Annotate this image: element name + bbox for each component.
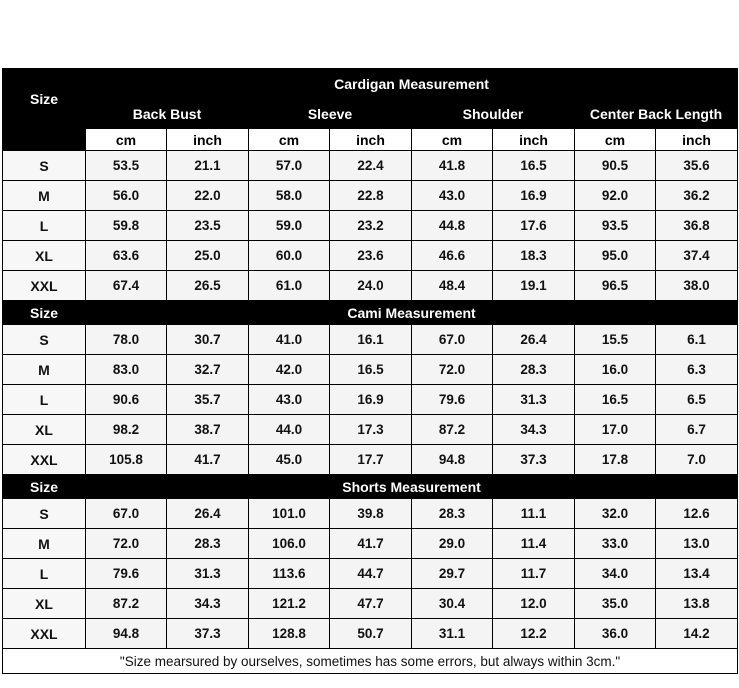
value-cell: 30.4 xyxy=(412,589,493,619)
value-cell: 35.6 xyxy=(656,151,738,181)
value-cell: 35.7 xyxy=(167,385,249,415)
value-cell: 83.0 xyxy=(86,355,167,385)
cardigan-title: Cardigan Measurement xyxy=(86,69,738,99)
value-cell: 31.1 xyxy=(412,619,493,649)
size-cell: S xyxy=(3,151,86,181)
cardigan-row xyxy=(3,151,738,181)
value-cell: 28.3 xyxy=(412,499,493,529)
value-cell: 60.0 xyxy=(249,241,330,271)
value-cell: 72.0 xyxy=(412,355,493,385)
cami-title-row xyxy=(3,301,738,325)
value-cell: 6.1 xyxy=(656,325,738,355)
cami-row xyxy=(3,355,738,385)
unit-row xyxy=(3,129,738,151)
group-header-row xyxy=(3,99,738,129)
value-cell: 46.6 xyxy=(412,241,493,271)
value-cell: 33.0 xyxy=(575,529,656,559)
unit-cell: cm xyxy=(86,129,167,151)
value-cell: 72.0 xyxy=(86,529,167,559)
value-cell: 35.0 xyxy=(575,589,656,619)
value-cell: 90.5 xyxy=(575,151,656,181)
size-cell: L xyxy=(3,211,86,241)
value-cell: 11.1 xyxy=(493,499,575,529)
value-cell: 44.7 xyxy=(330,559,412,589)
cami-title: Cami Measurement xyxy=(86,301,738,325)
value-cell: 6.5 xyxy=(656,385,738,415)
unit-cell: inch xyxy=(493,129,575,151)
value-cell: 58.0 xyxy=(249,181,330,211)
value-cell: 113.6 xyxy=(249,559,330,589)
size-cell: XXL xyxy=(3,271,86,301)
cardigan-row xyxy=(3,211,738,241)
value-cell: 6.3 xyxy=(656,355,738,385)
cami-row xyxy=(3,445,738,475)
value-cell: 34.3 xyxy=(167,589,249,619)
value-cell: 16.9 xyxy=(493,181,575,211)
value-cell: 16.5 xyxy=(330,355,412,385)
shorts-title-row xyxy=(3,475,738,499)
note-row xyxy=(3,649,738,674)
size-cell: M xyxy=(3,181,86,211)
shorts-row xyxy=(3,499,738,529)
value-cell: 44.8 xyxy=(412,211,493,241)
value-cell: 16.5 xyxy=(493,151,575,181)
cami-row xyxy=(3,385,738,415)
value-cell: 63.6 xyxy=(86,241,167,271)
value-cell: 16.9 xyxy=(330,385,412,415)
size-cell: XL xyxy=(3,415,86,445)
value-cell: 17.8 xyxy=(575,445,656,475)
value-cell: 18.3 xyxy=(493,241,575,271)
value-cell: 17.3 xyxy=(330,415,412,445)
value-cell: 105.8 xyxy=(86,445,167,475)
size-cell: XXL xyxy=(3,619,86,649)
value-cell: 29.0 xyxy=(412,529,493,559)
value-cell: 59.0 xyxy=(249,211,330,241)
value-cell: 67.0 xyxy=(412,325,493,355)
value-cell: 12.2 xyxy=(493,619,575,649)
unit-cell: inch xyxy=(656,129,738,151)
shorts-row xyxy=(3,529,738,559)
unit-cell: cm xyxy=(412,129,493,151)
value-cell: 12.0 xyxy=(493,589,575,619)
value-cell: 37.3 xyxy=(167,619,249,649)
value-cell: 6.7 xyxy=(656,415,738,445)
value-cell: 43.0 xyxy=(412,181,493,211)
unit-cell: inch xyxy=(167,129,249,151)
value-cell: 96.5 xyxy=(575,271,656,301)
value-cell: 26.4 xyxy=(167,499,249,529)
value-cell: 13.0 xyxy=(656,529,738,559)
size-cell: L xyxy=(3,385,86,415)
value-cell: 21.1 xyxy=(167,151,249,181)
value-cell: 32.7 xyxy=(167,355,249,385)
value-cell: 121.2 xyxy=(249,589,330,619)
value-cell: 41.7 xyxy=(167,445,249,475)
group-header-shoulder: Shoulder xyxy=(412,99,575,129)
value-cell: 15.5 xyxy=(575,325,656,355)
size-table xyxy=(2,68,738,674)
cardigan-title-row xyxy=(3,69,738,99)
unit-cell: cm xyxy=(249,129,330,151)
value-cell: 59.8 xyxy=(86,211,167,241)
cardigan-row xyxy=(3,181,738,211)
value-cell: 16.0 xyxy=(575,355,656,385)
value-cell: 95.0 xyxy=(575,241,656,271)
shorts-row xyxy=(3,589,738,619)
value-cell: 87.2 xyxy=(86,589,167,619)
value-cell: 98.2 xyxy=(86,415,167,445)
value-cell: 42.0 xyxy=(249,355,330,385)
size-cell: L xyxy=(3,559,86,589)
value-cell: 36.0 xyxy=(575,619,656,649)
value-cell: 128.8 xyxy=(249,619,330,649)
value-cell: 41.7 xyxy=(330,529,412,559)
cardigan-row xyxy=(3,241,738,271)
size-chart xyxy=(2,68,737,674)
value-cell: 12.6 xyxy=(656,499,738,529)
value-cell: 94.8 xyxy=(86,619,167,649)
group-header-sleeve: Sleeve xyxy=(249,99,412,129)
value-cell: 11.4 xyxy=(493,529,575,559)
value-cell: 43.0 xyxy=(249,385,330,415)
value-cell: 36.2 xyxy=(656,181,738,211)
size-cell: XL xyxy=(3,589,86,619)
value-cell: 25.0 xyxy=(167,241,249,271)
value-cell: 67.0 xyxy=(86,499,167,529)
cardigan-row xyxy=(3,271,738,301)
value-cell: 67.4 xyxy=(86,271,167,301)
value-cell: 57.0 xyxy=(249,151,330,181)
size-cell: XXL xyxy=(3,445,86,475)
value-cell: 22.0 xyxy=(167,181,249,211)
value-cell: 45.0 xyxy=(249,445,330,475)
size-cell: S xyxy=(3,499,86,529)
size-table-body xyxy=(3,69,738,674)
cami-row xyxy=(3,415,738,445)
value-cell: 24.0 xyxy=(330,271,412,301)
value-cell: 23.5 xyxy=(167,211,249,241)
unit-cell: inch xyxy=(330,129,412,151)
value-cell: 23.2 xyxy=(330,211,412,241)
value-cell: 79.6 xyxy=(86,559,167,589)
value-cell: 26.4 xyxy=(493,325,575,355)
shorts-row xyxy=(3,559,738,589)
value-cell: 79.6 xyxy=(412,385,493,415)
size-cell: M xyxy=(3,529,86,559)
size-cell: M xyxy=(3,355,86,385)
value-cell: 7.0 xyxy=(656,445,738,475)
value-cell: 37.4 xyxy=(656,241,738,271)
size-cell: S xyxy=(3,325,86,355)
value-cell: 34.3 xyxy=(493,415,575,445)
value-cell: 32.0 xyxy=(575,499,656,529)
value-cell: 94.8 xyxy=(412,445,493,475)
value-cell: 93.5 xyxy=(575,211,656,241)
value-cell: 92.0 xyxy=(575,181,656,211)
value-cell: 78.0 xyxy=(86,325,167,355)
value-cell: 22.4 xyxy=(330,151,412,181)
shorts-row xyxy=(3,619,738,649)
value-cell: 53.5 xyxy=(86,151,167,181)
value-cell: 56.0 xyxy=(86,181,167,211)
value-cell: 28.3 xyxy=(167,529,249,559)
value-cell: 28.3 xyxy=(493,355,575,385)
value-cell: 36.8 xyxy=(656,211,738,241)
value-cell: 16.5 xyxy=(575,385,656,415)
value-cell: 19.1 xyxy=(493,271,575,301)
group-header-center-back-length: Center Back Length xyxy=(575,99,738,129)
value-cell: 31.3 xyxy=(493,385,575,415)
value-cell: 17.0 xyxy=(575,415,656,445)
value-cell: 23.6 xyxy=(330,241,412,271)
value-cell: 90.6 xyxy=(86,385,167,415)
value-cell: 29.7 xyxy=(412,559,493,589)
value-cell: 38.7 xyxy=(167,415,249,445)
value-cell: 41.8 xyxy=(412,151,493,181)
size-header: Size xyxy=(3,69,86,129)
value-cell: 61.0 xyxy=(249,271,330,301)
value-cell: 16.1 xyxy=(330,325,412,355)
value-cell: 101.0 xyxy=(249,499,330,529)
value-cell: 17.6 xyxy=(493,211,575,241)
size-header: Size xyxy=(3,475,86,499)
value-cell: 87.2 xyxy=(412,415,493,445)
value-cell: 47.7 xyxy=(330,589,412,619)
cami-row xyxy=(3,325,738,355)
value-cell: 44.0 xyxy=(249,415,330,445)
size-header: Size xyxy=(3,301,86,325)
value-cell: 31.3 xyxy=(167,559,249,589)
value-cell: 11.7 xyxy=(493,559,575,589)
value-cell: 22.8 xyxy=(330,181,412,211)
value-cell: 13.4 xyxy=(656,559,738,589)
unit-spacer xyxy=(3,129,86,151)
value-cell: 30.7 xyxy=(167,325,249,355)
value-cell: 14.2 xyxy=(656,619,738,649)
value-cell: 41.0 xyxy=(249,325,330,355)
value-cell: 38.0 xyxy=(656,271,738,301)
value-cell: 26.5 xyxy=(167,271,249,301)
shorts-title: Shorts Measurement xyxy=(86,475,738,499)
value-cell: 17.7 xyxy=(330,445,412,475)
value-cell: 50.7 xyxy=(330,619,412,649)
group-header-back-bust: Back Bust xyxy=(86,99,249,129)
size-cell: XL xyxy=(3,241,86,271)
value-cell: 48.4 xyxy=(412,271,493,301)
value-cell: 39.8 xyxy=(330,499,412,529)
unit-cell: cm xyxy=(575,129,656,151)
value-cell: 37.3 xyxy=(493,445,575,475)
value-cell: 106.0 xyxy=(249,529,330,559)
value-cell: 13.8 xyxy=(656,589,738,619)
measurement-note: "Size mearsured by ourselves, sometimes has some errors, but always within 3cm." xyxy=(3,649,738,674)
value-cell: 34.0 xyxy=(575,559,656,589)
